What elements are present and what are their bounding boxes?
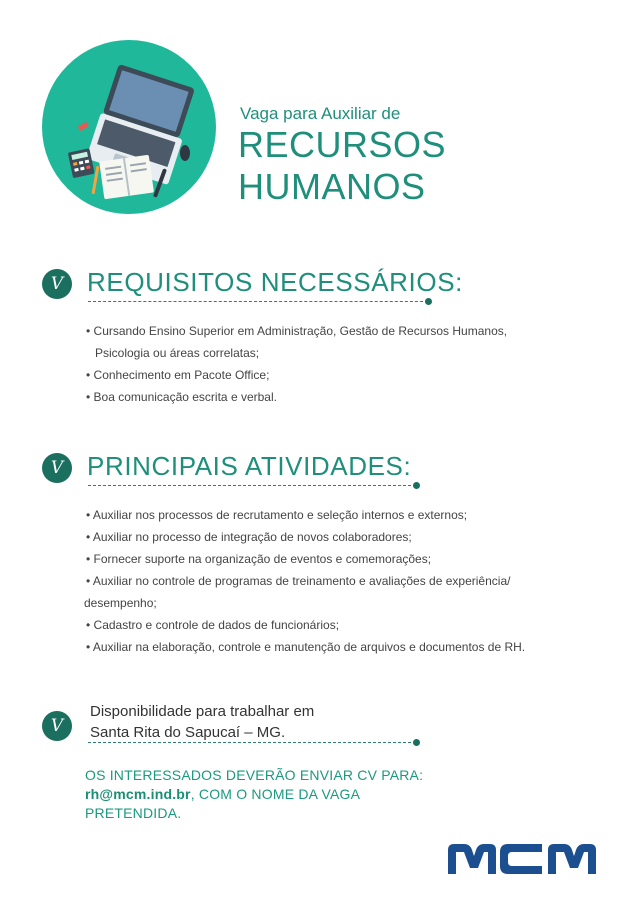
application-instructions: [85, 766, 423, 823]
list-item: • Cursando Ensino Superior em Administração, Gestão de Recursos Humanos,: [86, 324, 508, 338]
atividades-list: [86, 504, 525, 658]
hero-illustration: [42, 40, 216, 214]
list-item: • Auxiliar na elaboração, controle e manutenção de arquivos e documentos de RH.: [86, 640, 526, 654]
list-item: • Fornecer suporte na organização de eventos e comemorações;: [86, 552, 432, 566]
cta-line: OS INTERESSADOS DEVERÃO ENVIAR CV PARA:: [85, 767, 424, 783]
list-item: Psicologia ou áreas correlatas;: [95, 346, 260, 360]
disponibilidade-line: Disponibilidade para trabalhar em: [90, 703, 315, 720]
list-item: • Auxiliar no processo de integração de novos colaboradores;: [86, 530, 412, 544]
email-link[interactable]: rh@mcm.ind.br: [85, 786, 191, 802]
list-item: • Auxiliar no controle de programas de treinamento e avaliações de experiência/: [86, 574, 511, 588]
mcm-logo: [446, 842, 600, 876]
requisitos-list: [86, 320, 507, 408]
disponibilidade-divider: [88, 742, 416, 743]
cta-line: PRETENDIDA.: [85, 805, 182, 821]
list-item: • Boa comunicação escrita e verbal.: [86, 390, 277, 404]
disponibilidade-line: Santa Rita do Sapucaí – MG.: [90, 724, 286, 741]
laptop-desk-icon: [42, 40, 216, 214]
disponibilidade-divider-dot: [413, 739, 420, 746]
job-title: RECURSOS HUMANOS: [238, 124, 447, 207]
atividades-divider: [88, 485, 416, 486]
list-item: • Auxiliar nos processos de recrutamento e seleção internos e externos;: [86, 508, 468, 522]
requisitos-divider: [88, 301, 428, 302]
list-item: • Conhecimento em Pacote Office;: [86, 368, 270, 382]
cta-line: [85, 785, 423, 804]
requisitos-divider-dot: [425, 298, 432, 305]
check-badge-icon: V: [42, 453, 72, 483]
cta-line-rest: , COM O NOME DA VAGA: [190, 786, 361, 802]
list-item: desempenho;: [84, 596, 157, 610]
job-subtitle: Vaga para Auxiliar de: [240, 104, 401, 123]
check-badge-icon: V: [42, 269, 72, 299]
atividades-title: PRINCIPAIS ATIVIDADES:: [87, 451, 412, 481]
list-item: • Cadastro e controle de dados de funcionários;: [86, 618, 340, 632]
requisitos-title: REQUISITOS NECESSÁRIOS:: [87, 267, 463, 297]
atividades-divider-dot: [413, 482, 420, 489]
disponibilidade-text: [90, 701, 314, 743]
check-badge-icon: V: [42, 711, 72, 741]
